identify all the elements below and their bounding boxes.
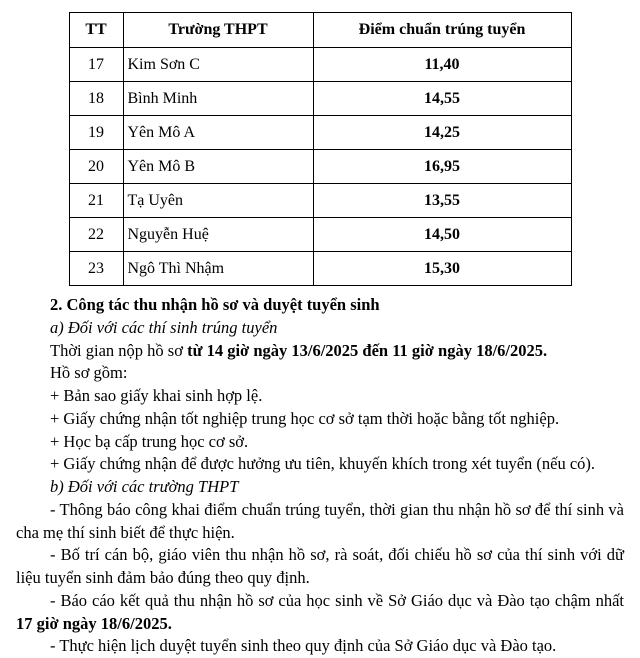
cell-school: Bình Minh — [123, 82, 313, 116]
cell-school: Yên Mô A — [123, 116, 313, 150]
cell-score: 15,30 — [313, 252, 571, 286]
school-task-1: - Thông báo công khai điểm chuẩn trúng tuyển, thời gian thu nhận hồ sơ để thí sinh và cha mẹ thí sinh biết để thực hiện. — [16, 499, 624, 542]
school-task-3 — [16, 590, 624, 636]
dossier-item-4: + Giấy chứng nhận để được hưởng ưu tiên, khuyến khích trong xét tuyển (nếu có). — [50, 454, 596, 474]
cell-school: Nguyễn Huệ — [123, 218, 313, 252]
table-body — [69, 48, 571, 286]
table-row — [69, 150, 571, 184]
table-header — [69, 13, 571, 48]
school-task-3-deadline: 17 giờ ngày 18/6/2025. — [16, 613, 172, 633]
school-task-2: - Bố trí cán bộ, giáo viên thu nhận hồ sơ, rà soát, đối chiếu hồ sơ của thí sinh với dữ liệu tuyển sinh đảm bảo đúng theo quy định. — [16, 545, 624, 588]
cell-score: 16,95 — [313, 150, 571, 184]
dossier-label: Hồ sơ gồm: — [50, 363, 128, 383]
dossier-item-3: + Học bạ cấp trung học cơ sở. — [50, 431, 249, 451]
dossier-item-1: + Bản sao giấy khai sinh hợp lệ. — [50, 386, 263, 406]
cell-score: 14,25 — [313, 116, 571, 150]
document-body — [16, 294, 624, 658]
column-header-score: Điểm chuẩn trúng tuyển — [313, 13, 571, 48]
cell-school: Yên Mô B — [123, 150, 313, 184]
column-header-tt: TT — [69, 13, 123, 48]
school-task-4: - Thực hiện lịch duyệt tuyển sinh theo quy định của Sở Giáo dục và Đào tạo. — [50, 636, 557, 656]
cell-tt: 22 — [69, 218, 123, 252]
cell-tt: 20 — [69, 150, 123, 184]
cell-score: 13,55 — [313, 184, 571, 218]
table-header-row — [69, 13, 571, 48]
cell-tt: 21 — [69, 184, 123, 218]
admission-score-table — [69, 12, 572, 286]
cell-score: 14,55 — [313, 82, 571, 116]
table-row — [69, 116, 571, 150]
table-row — [69, 184, 571, 218]
column-header-school: Trường THPT — [123, 13, 313, 48]
table-row — [69, 48, 571, 82]
table-row — [69, 218, 571, 252]
cell-tt: 17 — [69, 48, 123, 82]
cell-school: Tạ Uyên — [123, 184, 313, 218]
submission-time-prefix: Thời gian nộp hồ sơ — [50, 340, 188, 360]
cell-tt: 23 — [69, 252, 123, 286]
document-page — [0, 12, 640, 656]
subsection-b-heading: b) Đối với các trường THPT — [50, 477, 239, 497]
cell-score: 14,50 — [313, 218, 571, 252]
section-heading: 2. Công tác thu nhận hồ sơ và duyệt tuyển sinh — [50, 295, 380, 314]
subsection-a-heading: a) Đối với các thí sinh trúng tuyển — [50, 317, 278, 337]
submission-time-paragraph — [16, 340, 624, 363]
cell-tt: 19 — [69, 116, 123, 150]
school-task-3-prefix: - Báo cáo kết quả thu nhận hồ sơ của học sinh về Sở Giáo dục và Đào tạo chậm nhất — [50, 590, 624, 610]
cell-school: Kim Sơn C — [123, 48, 313, 82]
cell-score: 11,40 — [313, 48, 571, 82]
cell-tt: 18 — [69, 82, 123, 116]
dossier-item-2: + Giấy chứng nhận tốt nghiệp trung học cơ sở tạm thời hoặc bằng tốt nghiệp. — [50, 408, 560, 428]
table-row — [69, 82, 571, 116]
cell-school: Ngô Thì Nhậm — [123, 252, 313, 286]
submission-time-value: từ 14 giờ ngày 13/6/2025 đến 11 giờ ngày 18/6/2025. — [187, 340, 548, 360]
table-row — [69, 252, 571, 286]
